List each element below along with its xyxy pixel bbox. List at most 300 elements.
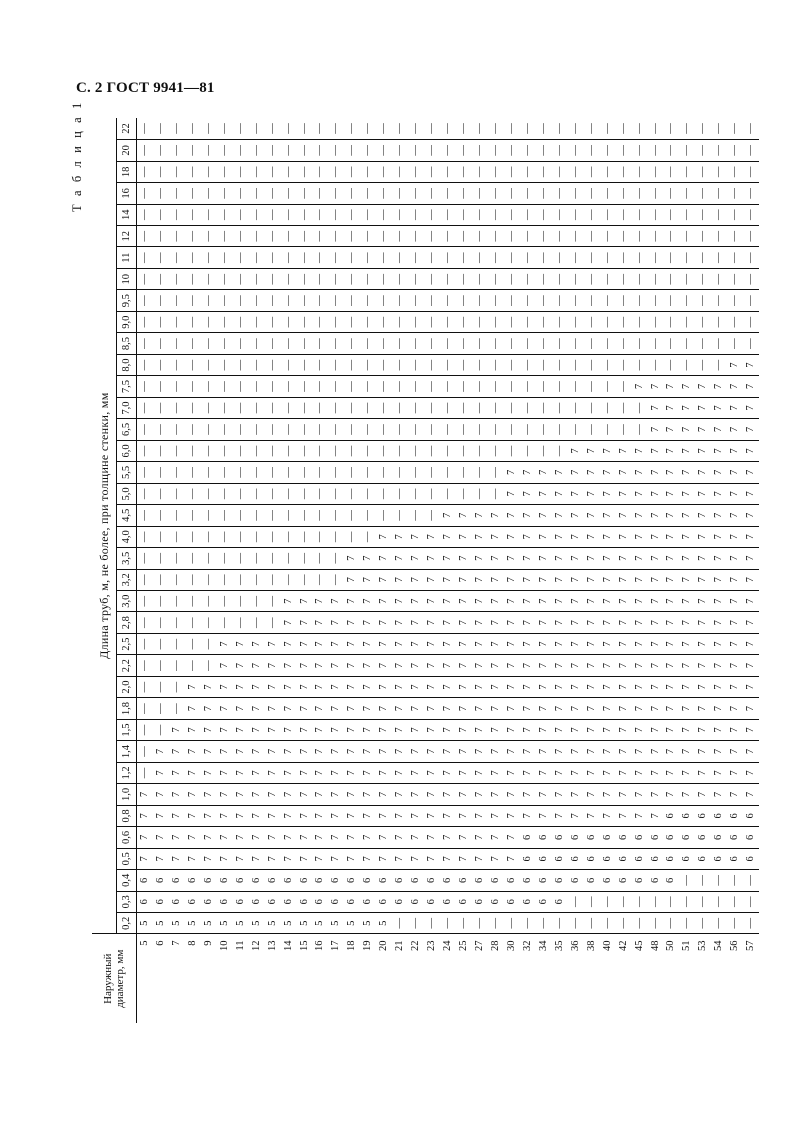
length-cell: — [392, 913, 408, 934]
length-cell: — [679, 118, 695, 140]
length-cell: 7 [281, 784, 297, 805]
length-cell: 6 [584, 870, 600, 891]
length-cell: — [233, 419, 249, 440]
length-cell: 7 [328, 805, 344, 826]
length-cell: 7 [711, 633, 727, 654]
length-cell: 7 [648, 419, 664, 440]
length-cell: — [424, 118, 440, 140]
length-cell: — [281, 440, 297, 461]
length-cell: — [600, 140, 616, 161]
length-cell: — [376, 226, 392, 247]
length-cell: — [424, 311, 440, 332]
length-cell: — [663, 183, 679, 204]
length-cell: — [679, 226, 695, 247]
length-cell: 6 [424, 870, 440, 891]
length-cell: — [217, 204, 233, 225]
length-cell: — [616, 226, 632, 247]
length-cell: 7 [536, 612, 552, 633]
length-cell: — [281, 569, 297, 590]
length-cell: — [233, 548, 249, 569]
length-cell: — [695, 870, 711, 891]
length-cell: — [695, 354, 711, 375]
length-cell: — [679, 161, 695, 182]
length-cell: 7 [472, 655, 488, 676]
length-cell: — [233, 247, 249, 268]
length-cell: — [568, 354, 584, 375]
length-cell: — [504, 290, 520, 311]
diameter-cell: 36 [568, 934, 584, 1023]
length-cell: — [472, 376, 488, 397]
length-cell: 7 [344, 784, 360, 805]
length-cell: — [169, 268, 185, 289]
length-cell: 7 [695, 612, 711, 633]
length-cell: 7 [488, 676, 504, 697]
length-cell: 6 [600, 870, 616, 891]
length-cell: — [584, 913, 600, 934]
diameter-cell: 9 [201, 934, 217, 1023]
length-cell: 7 [408, 719, 424, 740]
length-cell: 7 [265, 848, 281, 869]
length-cell: — [137, 333, 153, 354]
length-group-header: Длина труб, м, не более, при толщине стенки, мм [92, 118, 117, 934]
length-cell: 7 [201, 698, 217, 719]
length-cell: — [344, 183, 360, 204]
length-cell: — [217, 462, 233, 483]
length-cell: — [584, 397, 600, 418]
length-cell: — [169, 419, 185, 440]
length-cell: 7 [632, 548, 648, 569]
length-cell: — [169, 548, 185, 569]
length-cell: — [281, 376, 297, 397]
length-cell: 7 [249, 784, 265, 805]
length-cell: 7 [552, 676, 568, 697]
length-cell: — [344, 226, 360, 247]
length-cell: 6 [695, 827, 711, 848]
length-cell: 7 [504, 483, 520, 504]
length-cell: — [328, 526, 344, 547]
length-cell: 7 [679, 698, 695, 719]
length-cell: 6 [711, 848, 727, 869]
length-cell: — [632, 354, 648, 375]
length-cell: 5 [201, 913, 217, 934]
length-cell: 6 [679, 848, 695, 869]
length-cell: — [217, 376, 233, 397]
length-cell: 7 [169, 741, 185, 762]
length-cell: — [711, 290, 727, 311]
length-cell: — [201, 483, 217, 504]
length-cell: 7 [440, 698, 456, 719]
length-cell: — [424, 268, 440, 289]
length-cell: 6 [552, 870, 568, 891]
length-cell: — [440, 183, 456, 204]
length-cell: — [552, 247, 568, 268]
length-cell: — [520, 333, 536, 354]
length-cell: 7 [456, 591, 472, 612]
length-cell: — [249, 247, 265, 268]
length-cell: 7 [217, 848, 233, 869]
length-cell: — [344, 311, 360, 332]
length-cell: 7 [600, 548, 616, 569]
length-cell: — [297, 268, 313, 289]
length-cell: — [249, 483, 265, 504]
length-cell: — [233, 354, 249, 375]
length-cell: — [153, 440, 169, 461]
length-cell: — [520, 161, 536, 182]
length-cell: — [328, 118, 344, 140]
diameter-cell: 35 [552, 934, 568, 1023]
length-cell: — [663, 140, 679, 161]
length-cell: — [663, 161, 679, 182]
length-cell: 7 [663, 633, 679, 654]
thickness-header-cell: 4,5 [117, 505, 137, 526]
length-cell: — [424, 247, 440, 268]
length-cell: — [312, 548, 328, 569]
length-cell: 7 [552, 655, 568, 676]
length-cell: 6 [568, 848, 584, 869]
length-cell: 7 [648, 526, 664, 547]
length-cell: — [424, 419, 440, 440]
length-cell: — [376, 140, 392, 161]
length-cell: 7 [536, 526, 552, 547]
length-cell: 7 [743, 548, 759, 569]
length-cell: — [360, 440, 376, 461]
length-cell: 7 [679, 633, 695, 654]
length-cell: — [727, 290, 743, 311]
length-cell: — [472, 440, 488, 461]
length-cell: — [169, 140, 185, 161]
length-cell: 7 [392, 655, 408, 676]
length-cell: — [312, 376, 328, 397]
length-cell: — [456, 376, 472, 397]
length-cell: — [137, 140, 153, 161]
length-cell: 7 [568, 762, 584, 783]
length-cell: — [488, 161, 504, 182]
length-cell: — [679, 183, 695, 204]
length-cell: — [520, 247, 536, 268]
length-cell: 7 [616, 526, 632, 547]
length-cell: 6 [679, 827, 695, 848]
length-cell: 7 [568, 719, 584, 740]
length-cell: — [600, 376, 616, 397]
length-cell: — [408, 204, 424, 225]
length-cell: 7 [360, 591, 376, 612]
length-cell: 7 [344, 569, 360, 590]
length-cell: 7 [297, 633, 313, 654]
length-cell: — [632, 397, 648, 418]
length-cell: 7 [727, 462, 743, 483]
diameter-cell: 10 [217, 934, 233, 1023]
length-cell: 7 [185, 784, 201, 805]
length-cell: — [249, 118, 265, 140]
length-cell: — [265, 462, 281, 483]
table-row [520, 118, 536, 1023]
length-cell: 6 [233, 870, 249, 891]
length-cell: — [488, 462, 504, 483]
length-cell: 7 [392, 741, 408, 762]
length-cell: — [552, 204, 568, 225]
length-cell: 7 [584, 483, 600, 504]
length-cell: — [344, 204, 360, 225]
length-cell: 7 [265, 655, 281, 676]
length-cell: 7 [281, 676, 297, 697]
length-cell: 7 [679, 483, 695, 504]
thickness-header-cell: 1,4 [117, 741, 137, 762]
length-cell: 7 [727, 655, 743, 676]
length-cell: 7 [360, 719, 376, 740]
length-cell: — [137, 161, 153, 182]
length-cell: 7 [376, 526, 392, 547]
length-cell: — [265, 118, 281, 140]
length-cell: — [169, 633, 185, 654]
length-cell: — [153, 183, 169, 204]
length-cell: — [504, 268, 520, 289]
length-cell: 7 [392, 762, 408, 783]
length-cell: 7 [265, 741, 281, 762]
thickness-header-cell: 0,8 [117, 805, 137, 826]
length-cell: — [328, 483, 344, 504]
length-cell: — [600, 204, 616, 225]
length-cell: — [727, 913, 743, 934]
length-cell: 7 [185, 719, 201, 740]
length-cell: 7 [711, 569, 727, 590]
length-cell: 7 [504, 719, 520, 740]
length-cell: — [632, 140, 648, 161]
length-cell: — [169, 591, 185, 612]
length-cell: 7 [472, 698, 488, 719]
length-cell: 7 [663, 698, 679, 719]
length-cell: — [137, 591, 153, 612]
length-cell: 5 [281, 913, 297, 934]
length-cell: 7 [233, 633, 249, 654]
length-cell: — [632, 204, 648, 225]
length-cell: — [344, 268, 360, 289]
length-cell: 5 [137, 913, 153, 934]
length-cell: — [217, 226, 233, 247]
length-cell: 7 [344, 612, 360, 633]
length-cell: — [472, 913, 488, 934]
length-cell: 7 [328, 655, 344, 676]
length-cell: 7 [297, 827, 313, 848]
length-cell: 6 [456, 891, 472, 912]
length-cell: 7 [360, 569, 376, 590]
length-cell: 7 [743, 526, 759, 547]
length-cell: — [584, 268, 600, 289]
length-cell: — [137, 118, 153, 140]
length-cell: — [328, 376, 344, 397]
length-cell: 7 [233, 805, 249, 826]
length-cell: — [424, 204, 440, 225]
length-cell: 7 [153, 848, 169, 869]
length-cell: 7 [297, 784, 313, 805]
length-cell: 7 [727, 376, 743, 397]
diameter-cell: 11 [233, 934, 249, 1023]
length-cell: — [328, 462, 344, 483]
length-cell: — [153, 290, 169, 311]
diameter-cell: 14 [281, 934, 297, 1023]
length-cell: 7 [440, 569, 456, 590]
length-cell: 7 [185, 762, 201, 783]
length-cell: 7 [312, 762, 328, 783]
length-cell: — [727, 161, 743, 182]
length-cell: — [648, 333, 664, 354]
diameter-cell: 24 [440, 934, 456, 1023]
length-cell: 7 [584, 591, 600, 612]
diameter-cell: 8 [185, 934, 201, 1023]
thickness-header-cell: 2,5 [117, 633, 137, 654]
length-cell: — [233, 397, 249, 418]
length-cell: — [568, 333, 584, 354]
length-cell: — [153, 376, 169, 397]
length-cell: 7 [392, 676, 408, 697]
length-cell: — [265, 569, 281, 590]
length-cell: — [616, 354, 632, 375]
length-cell: — [743, 891, 759, 912]
length-cell: 7 [600, 633, 616, 654]
length-cell: 7 [440, 548, 456, 569]
length-cell: — [488, 913, 504, 934]
length-cell: — [743, 268, 759, 289]
thickness-header-cell: 1,2 [117, 762, 137, 783]
length-cell: 7 [137, 827, 153, 848]
length-cell: — [743, 183, 759, 204]
length-cell: — [233, 376, 249, 397]
length-cell: — [632, 290, 648, 311]
thickness-header-cell: 6,5 [117, 419, 137, 440]
length-cell: — [249, 161, 265, 182]
length-cell: — [153, 483, 169, 504]
length-cell: — [328, 548, 344, 569]
length-cell: 7 [360, 848, 376, 869]
length-cell: — [616, 268, 632, 289]
thickness-header-cell: 16 [117, 183, 137, 204]
length-cell: 7 [488, 762, 504, 783]
length-cell: — [536, 376, 552, 397]
table-area [92, 118, 757, 1023]
length-cell: 7 [360, 698, 376, 719]
length-cell: 7 [456, 784, 472, 805]
length-cell: — [552, 290, 568, 311]
length-cell: 7 [344, 805, 360, 826]
thickness-header-cell: 0,3 [117, 891, 137, 912]
thickness-header-cell: 9,5 [117, 290, 137, 311]
length-cell: — [281, 483, 297, 504]
length-cell: 7 [344, 676, 360, 697]
thickness-header-cell: 1,0 [117, 784, 137, 805]
length-cell: — [536, 140, 552, 161]
length-cell: 7 [727, 505, 743, 526]
length-cell: — [488, 118, 504, 140]
length-cell: 7 [600, 569, 616, 590]
length-cell: 7 [711, 655, 727, 676]
length-cell: 5 [360, 913, 376, 934]
length-cell: — [360, 354, 376, 375]
length-cell: 7 [504, 676, 520, 697]
thickness-header-cell: 12 [117, 226, 137, 247]
length-cell: 7 [568, 548, 584, 569]
length-cell: — [408, 226, 424, 247]
length-cell: 7 [711, 698, 727, 719]
length-cell: 5 [169, 913, 185, 934]
length-cell: — [217, 161, 233, 182]
length-cell: 7 [616, 483, 632, 504]
length-cell: — [648, 247, 664, 268]
length-cell: — [488, 268, 504, 289]
length-cell: — [201, 354, 217, 375]
length-cell: — [536, 311, 552, 332]
length-cell: — [312, 483, 328, 504]
length-cell: 6 [663, 848, 679, 869]
table-row [600, 118, 616, 1023]
length-cell: — [233, 440, 249, 461]
length-cell: 6 [552, 827, 568, 848]
length-cell: — [472, 268, 488, 289]
length-cell: — [520, 376, 536, 397]
length-cell: — [616, 140, 632, 161]
diameter-cell: 12 [249, 934, 265, 1023]
length-cell: — [153, 569, 169, 590]
length-cell: 7 [711, 591, 727, 612]
length-cell: — [408, 354, 424, 375]
length-cell: — [153, 633, 169, 654]
length-cell: — [344, 397, 360, 418]
length-cell: — [520, 204, 536, 225]
length-cell: 7 [376, 805, 392, 826]
length-cell: 7 [472, 805, 488, 826]
length-cell: 7 [600, 655, 616, 676]
length-cell: 7 [265, 805, 281, 826]
length-cell: 7 [536, 483, 552, 504]
length-cell: 7 [632, 805, 648, 826]
length-cell: — [233, 268, 249, 289]
length-cell: — [265, 591, 281, 612]
length-cell: — [281, 204, 297, 225]
length-cell: — [568, 376, 584, 397]
length-cell: — [297, 354, 313, 375]
length-cell: — [504, 311, 520, 332]
length-cell: 7 [504, 633, 520, 654]
length-cell: — [600, 118, 616, 140]
length-cell: — [153, 591, 169, 612]
length-cell: — [265, 161, 281, 182]
length-cell: — [328, 140, 344, 161]
length-cell: — [201, 655, 217, 676]
length-cell: 7 [711, 462, 727, 483]
length-cell: 7 [281, 848, 297, 869]
length-cell: — [440, 311, 456, 332]
length-cell: 7 [249, 698, 265, 719]
length-cell: 7 [679, 612, 695, 633]
length-cell: 7 [552, 719, 568, 740]
length-cell: — [169, 676, 185, 697]
length-cell: — [153, 333, 169, 354]
length-cell: — [360, 118, 376, 140]
length-cell: 6 [600, 848, 616, 869]
length-cell: — [536, 290, 552, 311]
length-cell: — [233, 290, 249, 311]
length-cell: 7 [233, 848, 249, 869]
length-cell: 7 [663, 719, 679, 740]
length-cell: 7 [472, 762, 488, 783]
length-cell: — [584, 354, 600, 375]
length-cell: 6 [520, 827, 536, 848]
length-cell: — [376, 505, 392, 526]
length-cell: 6 [504, 870, 520, 891]
length-cell: — [695, 204, 711, 225]
length-cell: — [711, 161, 727, 182]
length-cell: 7 [392, 805, 408, 826]
length-cell: — [153, 311, 169, 332]
length-cell: — [711, 204, 727, 225]
